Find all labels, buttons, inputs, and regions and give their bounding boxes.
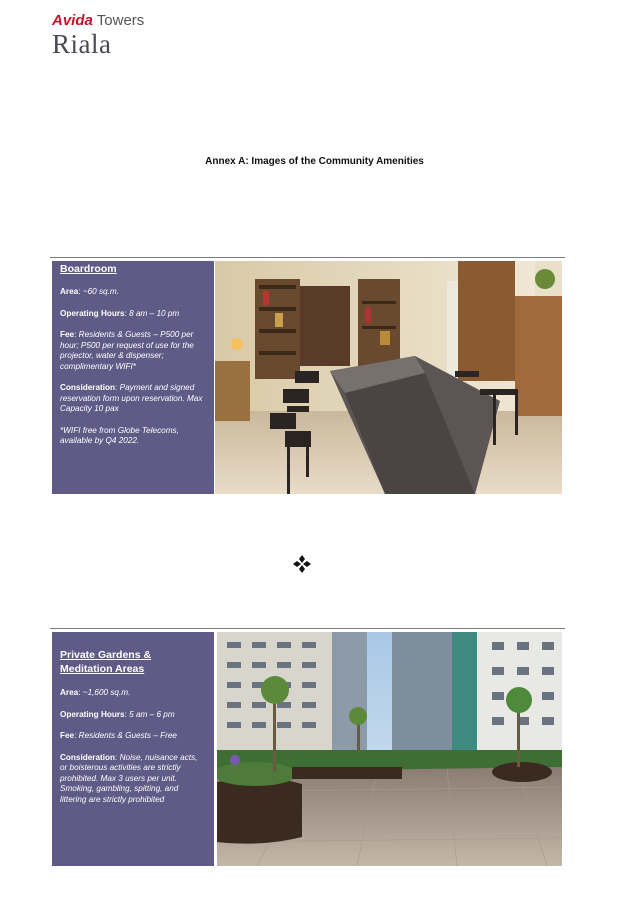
- boardroom-title: Boardroom: [60, 263, 117, 275]
- hours-value: 5 am – 6 pm: [129, 709, 175, 719]
- consideration-label: Consideration: [60, 383, 116, 392]
- hours-label: Operating Hours: [60, 709, 125, 719]
- logo-brand-line: [52, 12, 144, 30]
- area-value: ~60 sq.m.: [82, 287, 119, 296]
- hours-value: 8 am – 10 pm: [129, 308, 180, 318]
- area-value: ~1,600 sq.m.: [82, 688, 131, 697]
- boardroom-photo: [215, 261, 562, 494]
- gardens-area: Area: ~1,600 sq.m.: [60, 688, 131, 697]
- area-label: Area: [60, 287, 79, 296]
- fee-label: Fee: [60, 731, 75, 740]
- gardens-info-panel: [52, 632, 214, 866]
- section-divider: [50, 628, 565, 629]
- section-divider: [50, 257, 565, 258]
- boardroom-area: Area: ~60 sq.m.: [60, 287, 119, 296]
- logo-brand-sub: Towers: [96, 12, 145, 29]
- gardens-consideration-extra: Smoking, gambling, spitting, and littering are strictly prohibited: [60, 784, 179, 804]
- gardens-consideration: Consideration: Noise, nuisance acts, or boisterous activities are strictly prohibited. Max 3 users per unit.: [60, 752, 198, 783]
- consideration-label: Consideration: [60, 752, 116, 762]
- boardroom-consideration: Consideration: Payment and signed reservation form upon reservation. Max Capacity 10 pax: [60, 383, 203, 413]
- gardens-fee: Fee: Residents & Guests – Free: [60, 731, 177, 740]
- boardroom-hours: Operating Hours: 8 am – 10 pm: [60, 308, 180, 318]
- consideration-value: Noise, nuisance acts, or boisterous activities are strictly prohibited. Max 3 users per unit.: [60, 752, 198, 783]
- diamond-cluster-icon: [292, 554, 312, 574]
- boardroom-info-panel: [52, 261, 214, 494]
- gardens-title: Private Gardens & Meditation Areas: [60, 649, 152, 675]
- gardens-hours: Operating Hours: 5 am – 6 pm: [60, 709, 175, 719]
- boardroom-fee: Fee: Residents & Guests – P500 per hour; P500 per request of use for the projector, water & dispenser; complimentary WIFI*: [60, 330, 194, 371]
- logo-project-name: Riala: [52, 29, 112, 59]
- gardens-photo: [217, 632, 562, 866]
- hours-label: Operating Hours: [60, 308, 125, 318]
- logo-brand: Avida: [52, 12, 93, 29]
- boardroom-note: *WIFI free from Globe Telecoms, available by Q4 2022.: [60, 425, 179, 445]
- area-label: Area: [60, 688, 79, 697]
- fee-value: Residents & Guests – P500 per hour; P500 per request of use for the projector, water & dispenser; complimentary WIFI*: [60, 330, 194, 371]
- fee-label: Fee: [60, 330, 75, 339]
- company-logo: [52, 12, 144, 58]
- consideration-value: Payment and signed reservation form upon reservation. Max Capacity 10 pax: [60, 383, 203, 413]
- fee-value: Residents & Guests – Free: [78, 731, 177, 740]
- annex-title: Annex A: Images of the Community Amenities: [205, 156, 424, 167]
